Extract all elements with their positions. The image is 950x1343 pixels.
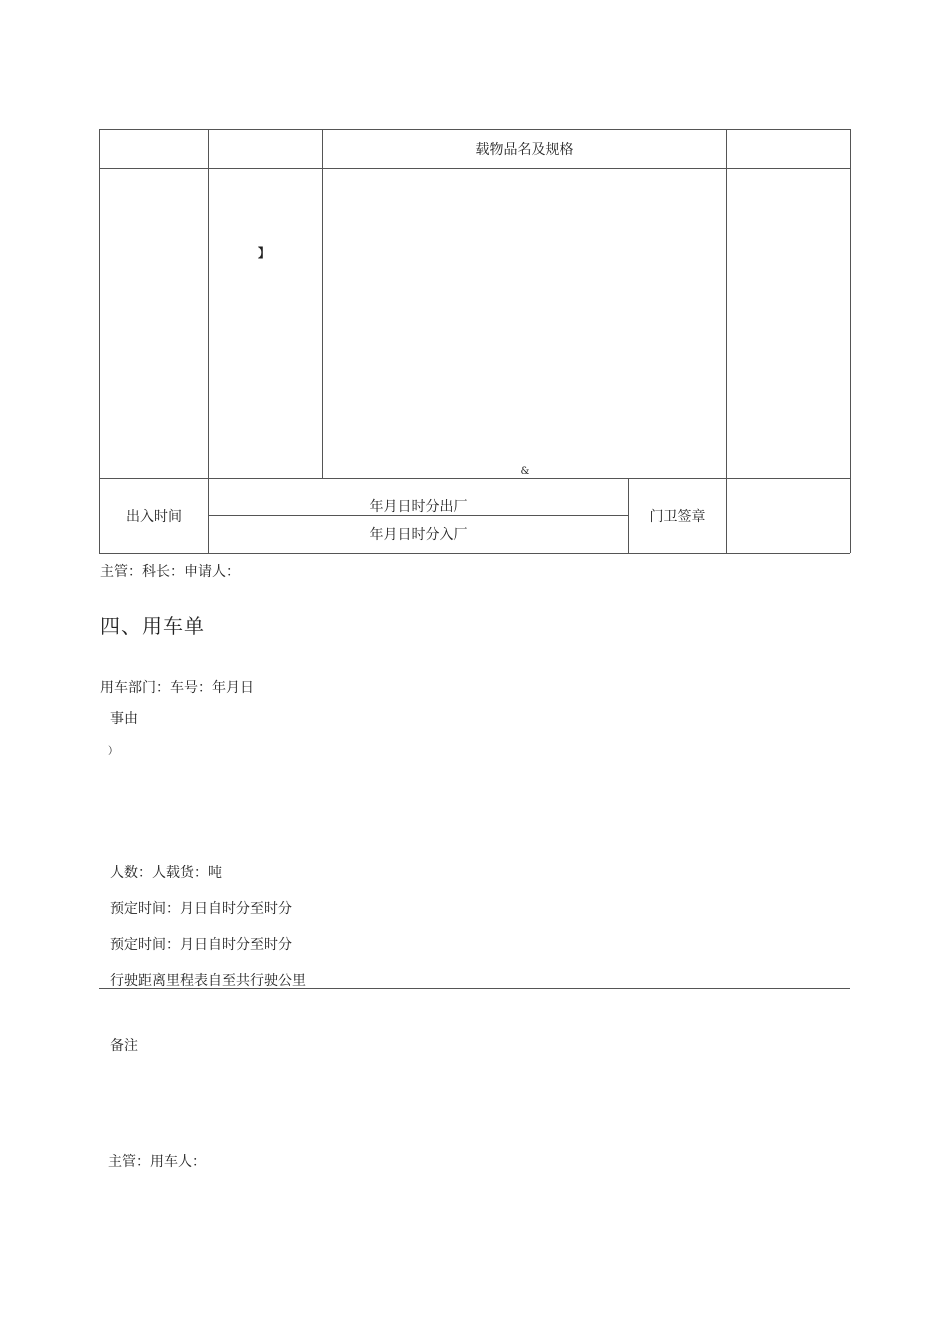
distance-line: 行驶距离里程表自至共行驶公里 xyxy=(110,973,306,989)
table-header-divider xyxy=(99,168,850,169)
time-row-divider xyxy=(208,515,628,516)
table-border-right xyxy=(850,129,851,553)
ampersand-mark: & xyxy=(520,466,530,477)
scheduled-time-1: 预定时间：月日自时分至时分 xyxy=(110,901,292,917)
time-label: 出入时间 xyxy=(126,509,182,525)
reason-mark: ） xyxy=(108,746,118,757)
col-divider-1 xyxy=(208,129,209,553)
table-border-left xyxy=(99,129,100,553)
guard-seal-label: 门卫签章 xyxy=(649,509,706,525)
col-divider-2 xyxy=(322,129,323,478)
table-body-divider xyxy=(99,478,850,479)
table-border-bottom xyxy=(99,553,850,554)
scheduled-time-2: 预定时间：月日自时分至时分 xyxy=(110,937,292,953)
col-divider-4 xyxy=(726,129,727,553)
bracket-mark: 】 xyxy=(258,246,271,260)
car-signatures: 主管：用车人： xyxy=(108,1154,206,1170)
section-title: 四、用车单 xyxy=(100,614,205,638)
remarks-label: 备注 xyxy=(110,1038,138,1054)
people-line: 人数：人载货：吨 xyxy=(110,865,222,881)
table-border-top xyxy=(99,129,850,130)
reason-label: 事由 xyxy=(110,711,138,727)
in-time: 年月日时分入厂 xyxy=(369,527,468,543)
out-time: 年月日时分出厂 xyxy=(369,499,468,515)
header-goods-name: 载物品名及规格 xyxy=(475,142,574,158)
cargo-signatures: 主管：科长：申请人： xyxy=(100,564,240,580)
dept-line: 用车部门：车号：年月日 xyxy=(100,680,254,696)
distance-underline xyxy=(99,988,850,989)
